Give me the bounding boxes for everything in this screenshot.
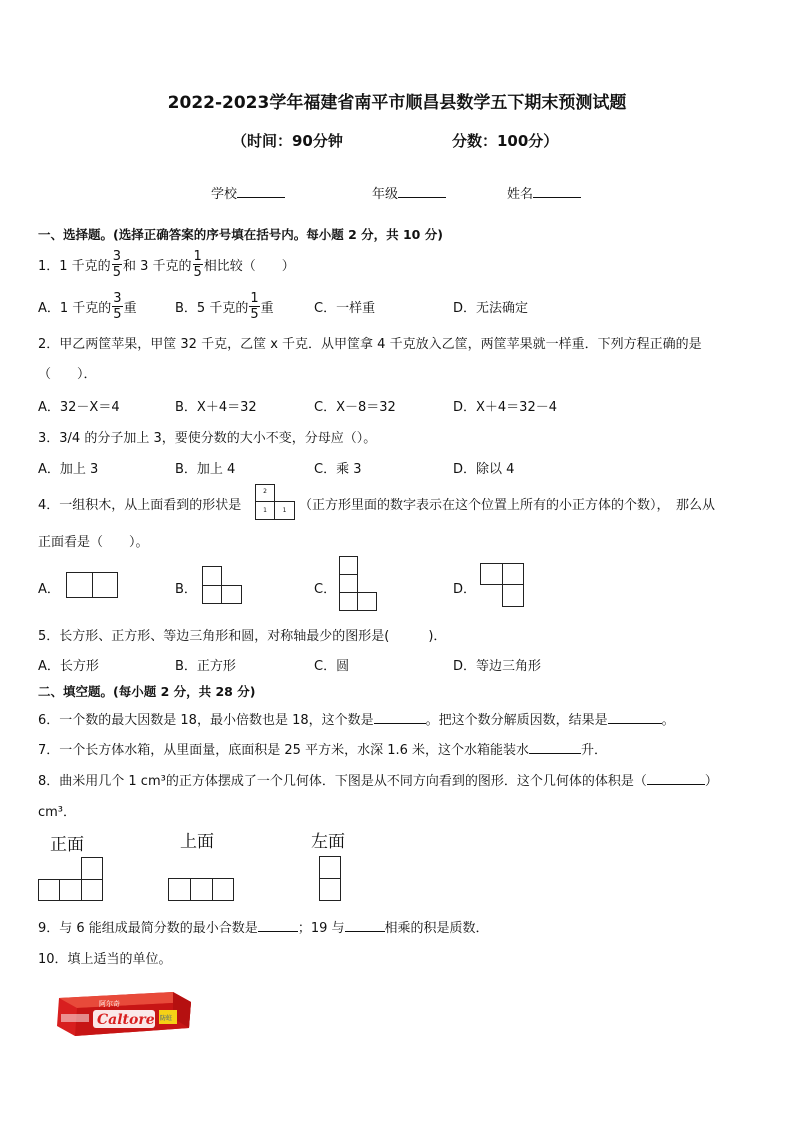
question-2-line2: （ ）． <box>38 367 97 382</box>
q5-option-a[interactable]: A．长方形 <box>38 659 99 674</box>
section-fill-heading: 二、填空题。(每小题 2 分，共 28 分) <box>38 684 256 699</box>
grade-label: 年级 <box>372 187 399 202</box>
q1-option-b-text: B．5 千克的 <box>175 300 249 316</box>
q7-blank[interactable] <box>529 753 581 754</box>
q6-blank-1[interactable] <box>374 723 426 724</box>
q3-option-a[interactable]: A．加上 3 <box>38 462 99 477</box>
q4-option-a-label[interactable]: A． <box>38 582 60 597</box>
time-label: （时间：90分钟 <box>232 132 343 150</box>
q1-option-a[interactable] <box>38 286 137 326</box>
q5-option-c[interactable]: C．圆 <box>314 659 350 674</box>
q2-option-c[interactable]: C．X－8＝32 <box>314 400 396 415</box>
name-label: 姓名 <box>507 187 534 202</box>
view-top-figure <box>168 878 234 901</box>
q2-option-b[interactable]: B．X＋4＝32 <box>175 400 257 415</box>
q1-fraction-1: $\frac{3}{5}$ <box>112 248 121 280</box>
q6-text-a: 6．一个数的最大因数是 18，最小倍数也是 18，这个数是 <box>38 713 374 728</box>
q4-option-a-figure[interactable] <box>66 572 118 598</box>
q5-option-d[interactable]: D．等边三角形 <box>453 659 542 674</box>
view-front-figure <box>38 857 103 901</box>
question-4-pre: 4．一组积木，从上面看到的形状是 <box>38 498 242 513</box>
q9-blank-2[interactable] <box>345 931 385 932</box>
q4-option-d-figure[interactable] <box>480 563 524 607</box>
question-4-line2: 正面看是（ ）。 <box>38 535 149 550</box>
view-label-top: 上面 <box>180 832 214 852</box>
toothpaste-image <box>55 988 193 1038</box>
score-label: 分数：100分） <box>452 132 559 150</box>
q1-option-a-text: A．1 千克的 <box>38 300 112 316</box>
school-blank[interactable] <box>237 197 285 198</box>
q6-text-c: 。 <box>661 713 675 728</box>
page-title: 2022-2023学年福建省南平市顺昌县数学五下期末预测试题 <box>167 93 627 113</box>
q4-grid-cell-bottom-left: 1 <box>255 501 275 520</box>
q7-text-a: 7．一个长方体水箱，从里面量，底面积是 25 平方米，水深 1.6 米，这个水箱能装水 <box>38 743 530 758</box>
q1-option-a-suffix: 重 <box>123 300 137 316</box>
q1-option-c[interactable]: C．一样重 <box>314 301 376 316</box>
school-field <box>211 183 285 202</box>
question-5: 5．长方形、正方形、等边三角形和圆，对称轴最少的图形是( )． <box>38 629 447 644</box>
question-6 <box>38 709 675 728</box>
q4-grid-cell-top: 2 <box>255 484 275 502</box>
q8-text-b: ） <box>704 774 718 789</box>
q1-option-a-fraction: $\frac{3}{5}$ <box>113 290 122 322</box>
q9-text-c: 相乘的积是质数． <box>384 921 489 936</box>
q1-option-d[interactable]: D．无法确定 <box>453 301 529 316</box>
toothpaste-badge: 防蛀 <box>160 1015 173 1022</box>
question-4-post: （正方形里面的数字表示在这个位置上所有的小正方体的个数）， 那么从 <box>299 498 716 513</box>
question-2: 2．甲乙两筐苹果，甲筐 32 千克，乙筐 x 千克．从甲筐拿 4 千克放入乙筐，两筐苹果就一样重．下列方程正确的是 <box>38 337 702 352</box>
q6-blank-2[interactable] <box>608 723 662 724</box>
question-8-unit: cm³． <box>38 805 77 820</box>
q4-top-view-grid <box>255 484 295 520</box>
question-8 <box>38 770 718 789</box>
q4-option-b-figure[interactable] <box>202 566 242 604</box>
q3-option-c[interactable]: C．乘 3 <box>314 462 362 477</box>
school-label: 学校 <box>211 187 238 202</box>
grade-field <box>372 183 446 202</box>
name-field <box>507 183 581 202</box>
q5-option-b[interactable]: B．正方形 <box>175 659 236 674</box>
question-7 <box>38 739 607 758</box>
q1-text-c: 相比较（ ） <box>203 258 295 274</box>
question-10: 10．填上适当的单位。 <box>38 952 172 967</box>
view-label-front: 正面 <box>50 835 84 855</box>
question-9 <box>38 917 489 936</box>
q1-option-b[interactable] <box>175 286 274 326</box>
question-1 <box>38 244 295 284</box>
q9-text-b: ；19 与 <box>297 921 345 936</box>
q4-grid-cell-bottom-right: 1 <box>274 501 295 520</box>
q8-blank[interactable] <box>647 784 705 785</box>
q1-fraction-2: $\frac{1}{5}$ <box>193 248 202 280</box>
name-blank[interactable] <box>533 197 581 198</box>
q1-option-b-suffix: 重 <box>260 300 274 316</box>
q9-text-a: 9．与 6 能组成最简分数的最小合数是 <box>38 921 258 936</box>
question-3: 3．3/4 的分子加上 3，要使分数的大小不变，分母应（）。 <box>38 431 377 446</box>
q4-option-d-label[interactable]: D． <box>453 582 477 597</box>
q3-option-b[interactable]: B．加上 4 <box>175 462 236 477</box>
view-label-left: 左面 <box>311 832 345 852</box>
q1-option-b-fraction: $\frac{1}{5}$ <box>250 290 259 322</box>
q6-text-b: 。把这个数分解质因数，结果是 <box>425 713 608 728</box>
q1-text-b: 和 3 千克的 <box>122 258 192 274</box>
q4-option-c-figure[interactable] <box>339 556 377 611</box>
q9-blank-1[interactable] <box>258 931 298 932</box>
q2-option-d[interactable]: D．X＋4＝32－4 <box>453 400 558 415</box>
q7-text-b: 升． <box>581 743 608 758</box>
q8-text-a: 8．曲米用几个 1 cm³的正方体摆成了一个几何体．下图是从不同方向看到的图形．这个几何体的体积是（ <box>38 774 647 789</box>
view-left-figure <box>319 856 341 901</box>
q1-text-a: 1．1 千克的 <box>38 258 111 274</box>
q4-option-b-label[interactable]: B． <box>175 582 197 597</box>
toothpaste-brand: Caltore <box>97 1012 155 1028</box>
section-choice-heading: 一、选择题。(选择正确答案的序号填在括号内。每小题 2 分，共 10 分) <box>38 227 443 242</box>
q3-option-d[interactable]: D．除以 4 <box>453 462 515 477</box>
toothpaste-cn: 阿尔奇 <box>99 1000 120 1008</box>
toothpaste-box-illustration <box>55 988 193 1038</box>
q2-option-a[interactable]: A．32－X＝4 <box>38 400 120 415</box>
q4-option-c-label[interactable]: C． <box>314 582 337 597</box>
grade-blank[interactable] <box>398 197 446 198</box>
